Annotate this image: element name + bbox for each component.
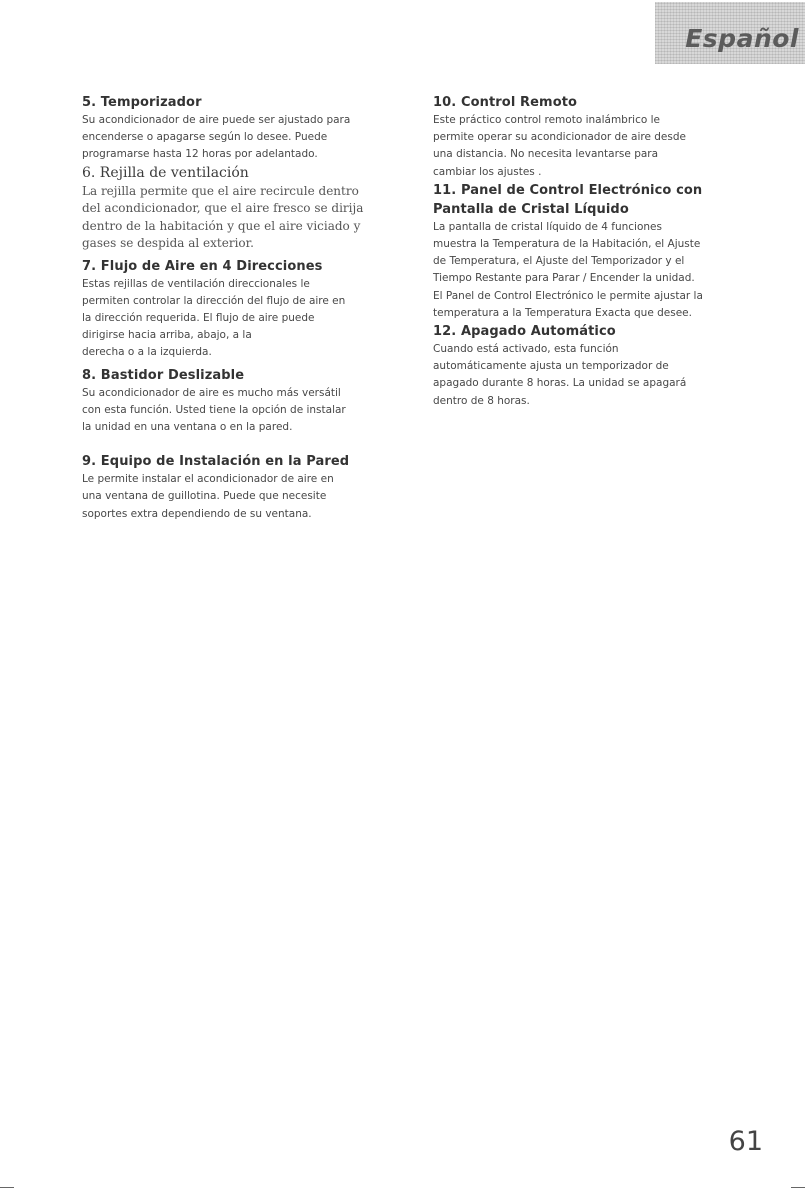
body-line: con esta función. Usted tiene la opción de instalar — [82, 403, 346, 416]
crop-mark — [0, 1187, 14, 1188]
language-tab — [655, 2, 805, 64]
body-line: de Temperatura, el Ajuste del Temporizador y el — [433, 255, 685, 268]
section-timer — [82, 93, 400, 164]
right-column — [433, 93, 758, 410]
body-line: una distancia. No necesita levantarse para — [433, 148, 659, 161]
section-heading: 8. Bastidor Deslizable — [82, 367, 245, 383]
section-heading: 12. Apagado Automático — [433, 324, 616, 340]
body-line: programarse hasta 12 horas por adelantado. — [82, 148, 318, 161]
body-line: una ventana de guillotina. Puede que necesite — [82, 490, 327, 503]
page-number: 61 — [728, 1126, 763, 1157]
body-line: Le permite instalar el acondicionador de aire en — [82, 473, 334, 486]
body-line: del acondicionador, que el aire fresco se dirija — [82, 201, 364, 216]
body-line: La rejilla permite que el aire recircule dentro — [82, 183, 359, 198]
body-line: derecha o a la izquierda. — [82, 346, 212, 359]
section-vent-grille — [82, 164, 400, 253]
section-heading: 10. Control Remoto — [433, 95, 578, 110]
left-column — [82, 93, 400, 523]
body-line: Estas rejillas de ventilación direccionales le — [82, 277, 310, 290]
body-line: la unidad en una ventana o en la pared. — [82, 421, 293, 434]
body-line: Tiempo Restante para Parar / Encender la unidad. — [433, 272, 695, 285]
section-remote-control — [433, 93, 758, 181]
section-heading: 11. Panel de Control Electrónico con — [433, 182, 703, 198]
body-line: muestra la Temperatura de la Habitación, el Ajuste — [433, 238, 701, 251]
body-line: apagado durante 8 horas. La unidad se apagará — [433, 377, 687, 390]
section-heading: Pantalla de Cristal Líquido — [433, 201, 629, 217]
body-line: Este práctico control remoto inalámbrico le — [433, 114, 660, 126]
section-heading: 5. Temporizador — [82, 95, 202, 110]
section-airflow — [82, 257, 400, 362]
body-line: permite operar su acondicionador de aire desde — [433, 131, 686, 144]
body-line: temperatura a la Temperatura Exacta que desee. — [433, 306, 692, 319]
section-slide-chassis — [82, 366, 400, 437]
body-line: encenderse o apagarse según lo desee. Puede — [82, 131, 328, 144]
section-heading: 9. Equipo de Instalación en la Pared — [82, 454, 350, 470]
body-line: gases se despida al exterior. — [82, 236, 254, 251]
body-line: automáticamente ajusta un temporizador de — [433, 360, 669, 373]
body-line: El Panel de Control Electrónico le permite ajustar la — [433, 289, 703, 302]
body-line: dentro de 8 horas. — [433, 394, 530, 407]
body-line: dirigirse hacia arriba, abajo, a la — [82, 329, 252, 342]
body-line: dentro de la habitación y que el aire viciado y — [82, 218, 361, 233]
section-control-panel — [433, 181, 758, 322]
language-label: Español — [685, 23, 799, 53]
section-heading: 7. Flujo de Aire en 4 Direcciones — [82, 258, 323, 274]
body-line: Su acondicionador de aire es mucho más versátil — [82, 386, 341, 399]
crop-mark — [791, 1187, 805, 1188]
section-heading: 6. Rejilla de ventilación — [82, 164, 249, 181]
body-line: Su acondicionador de aire puede ser ajustado para — [82, 114, 351, 126]
body-line: permiten controlar la dirección del flujo de aire en — [82, 294, 346, 307]
body-line: Cuando está activado, esta función — [433, 343, 619, 356]
section-auto-off — [433, 322, 758, 410]
body-line: cambiar los ajustes . — [433, 165, 542, 178]
body-line: soportes extra dependiendo de su ventana. — [82, 507, 312, 520]
section-wall-kit — [82, 452, 400, 523]
body-line: La pantalla de cristal líquido de 4 funciones — [433, 220, 662, 233]
body-line: la dirección requerida. El flujo de aire puede — [82, 312, 315, 325]
